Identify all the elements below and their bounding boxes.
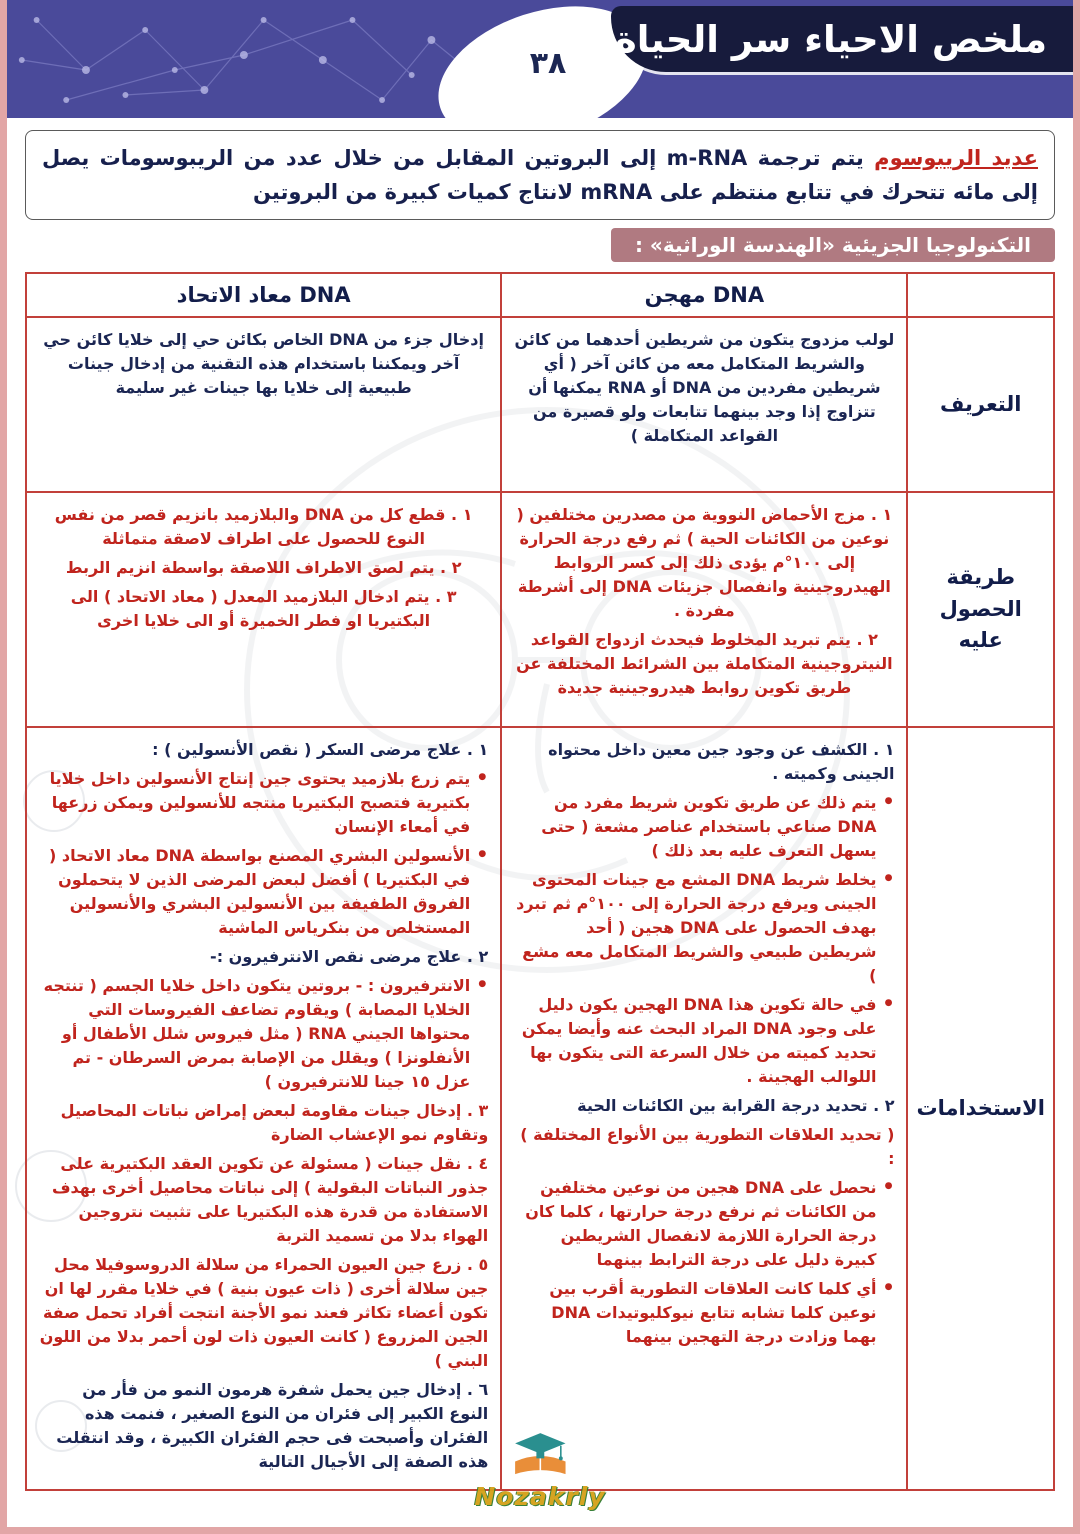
cell-definition-recombinant: [26, 317, 501, 492]
item-text: الأنسولين البشري المصنع بواسطة DNA معاد الاتحاد ( في البكتيريا ) أفضل لبعض المرضى الذين لا يتحملون الفروق الطفيفة بين الأنسولين البشري والأنسولين المستخلص من بنكرياس الماشية: [49, 846, 471, 938]
table-row-uses: [26, 727, 1054, 1490]
graduation-cap-book-icon: [508, 1430, 572, 1482]
bullet-item: [39, 974, 488, 1094]
intro-paragraph: [42, 141, 1038, 209]
cell-content: [39, 328, 488, 400]
item-text: أي كلما كانت العلاقات التطورية أقرب بين نوعين كلما تشابه تتابع نيوكليوتيدات DNA بهما وزادت درجة التهجين بينهما: [549, 1279, 877, 1347]
numbered-item: [39, 585, 488, 633]
numbered-item: [514, 628, 894, 700]
table-header-row: [26, 273, 1054, 317]
item-text: يخلط شريط DNA المشع مع جينات المحتوى الجينى ويرفع درجة الحرارة إلى ١٠٠°م ثم تبرد بهدف الحصول على DNA هجين ( أحد شريطين طبيعي والشريط المتكامل معه مشع ): [516, 870, 877, 986]
bullet-item: [39, 844, 488, 940]
numbered-item: [39, 945, 488, 969]
table-row-method: [26, 492, 1054, 727]
numbered-item: [514, 1123, 894, 1171]
bullet-item: [514, 1176, 894, 1272]
intro-lead: عديد الريبوسوم: [874, 146, 1038, 170]
cell-content: [39, 503, 488, 633]
cell-content: [514, 328, 894, 448]
cell-uses-hybrid: [501, 727, 907, 1490]
page-title: ملخص الاحياء سر الحياة: [614, 17, 1047, 61]
item-text: ٤ . نقل جينات ( مسئولة عن تكوين العقد البكتيرية على جذور النباتات البقولية ) إلى نباتات محاصيل أخرى بهدف الاستفادة من قدرة هذه البكتيريا على تثبيت نتروجين الهواء بدلا من تسميد التربة: [51, 1154, 489, 1246]
header-banner: [7, 0, 1073, 118]
cell-content: [514, 503, 894, 700]
item-text: ٣ . إدخال جينات مقاومة لبعض إمراض نباتات المحاصيل وتقاوم نمو الإعشاب الضارة: [60, 1101, 489, 1145]
item-text: ١ . الكشف عن وجود جين معين داخل محتواه الجينى وكميته .: [548, 740, 895, 784]
numbered-item: [514, 1094, 894, 1118]
intro-box: [25, 130, 1055, 220]
row-label-uses: الاستخدامات: [907, 727, 1054, 1490]
item-text: ٢ . يتم تبريد المخلوط فيحدث ازدواج القواعد النيتروجينية المتكاملة بين الشرائط المختلفة عن طريق تكوين روابط هيدروجينية جديدة: [516, 630, 893, 698]
cell-method-hybrid: [501, 492, 907, 727]
item-text: ( تحديد العلاقات التطورية بين الأنواع المختلفة ) :: [520, 1125, 895, 1169]
brand-logo: [474, 1430, 605, 1511]
genetic-engineering-table: [25, 272, 1055, 1491]
item-text: يتم زرع بلازميد يحتوى جين إنتاج الأنسولين داخل خلايا بكتيرية فتصبح البكتيريا منتجه للأنسولين ويمكن زرعها في أمعاء الإنسان: [49, 769, 471, 837]
row-label-method: طريقة الحصول عليه: [907, 492, 1054, 727]
numbered-item: [514, 328, 894, 448]
item-text: ٢ . علاج مرضى نقص الانترفيرون :-: [210, 947, 489, 967]
bullet-item: [514, 1277, 894, 1349]
bullet-icon: ●: [884, 998, 893, 1009]
page-number: ٣٨: [529, 46, 567, 81]
item-text: في حالة تكوين هذا DNA الهجين يكون دليل على وجود DNA المراد البحث عنه وأيضا يمكن تحديد كميته من خلال السرعة التى يتكون بها اللوالب الهجينة .: [521, 995, 877, 1087]
section-title-bar: [611, 228, 1055, 262]
numbered-item: [39, 556, 488, 580]
table-row-definition: [26, 317, 1054, 492]
corner-cell: [907, 273, 1054, 317]
item-text: الانترفيرون : - بروتين يتكون داخل خلايا الجسم ( تنتجه الخلايا المصابة ) ويقاوم تضاعف الفيروسات التي محتواها الجيني RNA ( مثل فيروس شلل الأطفال أو الأنفلونزا ) ويقلل من الإصابة بمرض السرطان - تم عزل ١٥ جينا للانترفيرون ): [43, 976, 471, 1092]
item-text: ٢ . تحديد درجة القرابة بين الكائنات الحية: [577, 1096, 895, 1116]
col-header-recombinant-dna: DNA معاد الاتحاد: [26, 273, 501, 317]
item-text: لولب مزدوج يتكون من شريطين أحدهما من كائن والشريط المتكامل معه من كائن آخر ( أي شريطين مفردين من DNA أو RNA يمكنها أن تتزاوج إذا وجد بينهما تتابعات ولو قصيرة من القواعد المتكاملة ): [514, 330, 895, 446]
numbered-item: [39, 1099, 488, 1147]
row-label-definition: التعريف: [907, 317, 1054, 492]
item-text: إدخال جزء من DNA الخاص بكائن حي إلى خلايا كائن حي آخر ويمكننا باستخدام هذه التقنية من إدخال جينات طبيعية إلى خلايا بها جينات غير سليمة: [43, 330, 484, 398]
item-text: نحصل على DNA هجين من نوعين مختلفين من الكائنات ثم نرفع درجة حرارتها ، كلما كان درجة الحرارة اللازمة لانفصال الشريطين كبيرة دليل على درجة الترابط بينهما: [525, 1178, 877, 1270]
bullet-item: [514, 993, 894, 1089]
bullet-icon: ●: [884, 796, 893, 807]
numbered-item: [514, 738, 894, 786]
cell-definition-hybrid: [501, 317, 907, 492]
item-text: ٢ . يتم لصق الاطراف اللاصقة بواسطة انزيم الربط: [65, 558, 462, 578]
numbered-item: [39, 738, 488, 762]
intro-body: يتم ترجمة m-RNA إلى البروتين المقابل من خلال عدد من الريبوسومات يصل إلى مائه تتحرك في تتابع منتظم على mRNA لانتاج كميات كبيرة من البروتين: [42, 146, 1038, 205]
numbered-item: [39, 1152, 488, 1248]
item-text: ٣ . يتم ادخال البلازميد المعدل ( معاد الاتحاد ) الى البكتيريا او فطر الخميرة أو الى خلايا اخرى: [70, 587, 457, 631]
banner-title-strip: [611, 6, 1073, 72]
section-title: التكنولوجيا الجزيئية «الهندسة الوراثية» :: [634, 233, 1031, 258]
bullet-item: [514, 791, 894, 863]
table-wrap: [25, 272, 1055, 1491]
brand-name: Nozakrly: [474, 1482, 606, 1511]
bullet-icon: ●: [884, 873, 893, 884]
bullet-icon: ●: [884, 1282, 893, 1293]
cell-method-recombinant: [26, 492, 501, 727]
item-text: ٦ . إدخال جين يحمل شفرة هرمون النمو من فأر من النوع الكبير إلى فئران من النوع الصغير ، فنمت هذه الفئران وأصبحت فى حجم الفئران الكبيرة ، وقد انتقلت هذه الصفة إلى الأجيال التالية: [56, 1380, 489, 1472]
bullet-icon: ●: [478, 772, 487, 783]
numbered-item: [39, 503, 488, 551]
cell-content: [39, 738, 488, 1474]
item-text: يتم ذلك عن طريق تكوين شريط مفرد من DNA صناعي باستخدام عناصر مشعة ( حتى يسهل التعرف عليه بعد ذلك ): [541, 793, 877, 861]
bullet-item: [514, 868, 894, 988]
bullet-item: [39, 767, 488, 839]
item-text: ١ . قطع كل من DNA والبلازميد بانزيم قصر من نفس النوع للحصول على اطراف لاصقة متماثلة: [54, 505, 473, 549]
bullet-icon: ●: [884, 1181, 893, 1192]
item-text: ٥ . زرع جين العيون الحمراء من سلالة الدروسوفيلا محل جين سلالة أخرى ( ذات عيون بنية ) في خلايا مقرر لها ان تكون أعضاء تكاثر فعند نمو الأجنة انتجت أفراد تحمل صفة الجين المزروع ( كانت العيون ذات لون أحمر بدلا من اللون البني ): [39, 1255, 489, 1371]
cell-content: [514, 738, 894, 1349]
col-header-hybrid-dna: DNA مهجن: [501, 273, 907, 317]
numbered-item: [39, 1253, 488, 1373]
numbered-item: [39, 328, 488, 400]
bullet-icon: ●: [478, 849, 487, 860]
bullet-icon: ●: [478, 979, 487, 990]
numbered-item: [39, 1378, 488, 1474]
item-text: ١ . مزج الأحماض النووية من مصدرين مختلفين ( نوعين من الكائنات الحية ) ثم رفع درجة الحرارة إلى ١٠٠°م يؤدى ذلك إلى كسر الروابط الهيدروجينية وانفصال جزيئات DNA إلى أشرطة مفردة .: [516, 505, 893, 621]
cell-uses-recombinant: [26, 727, 501, 1490]
numbered-item: [514, 503, 894, 623]
item-text: ١ . علاج مرضى السكر ( نقص الأنسولين ) :: [152, 740, 489, 760]
